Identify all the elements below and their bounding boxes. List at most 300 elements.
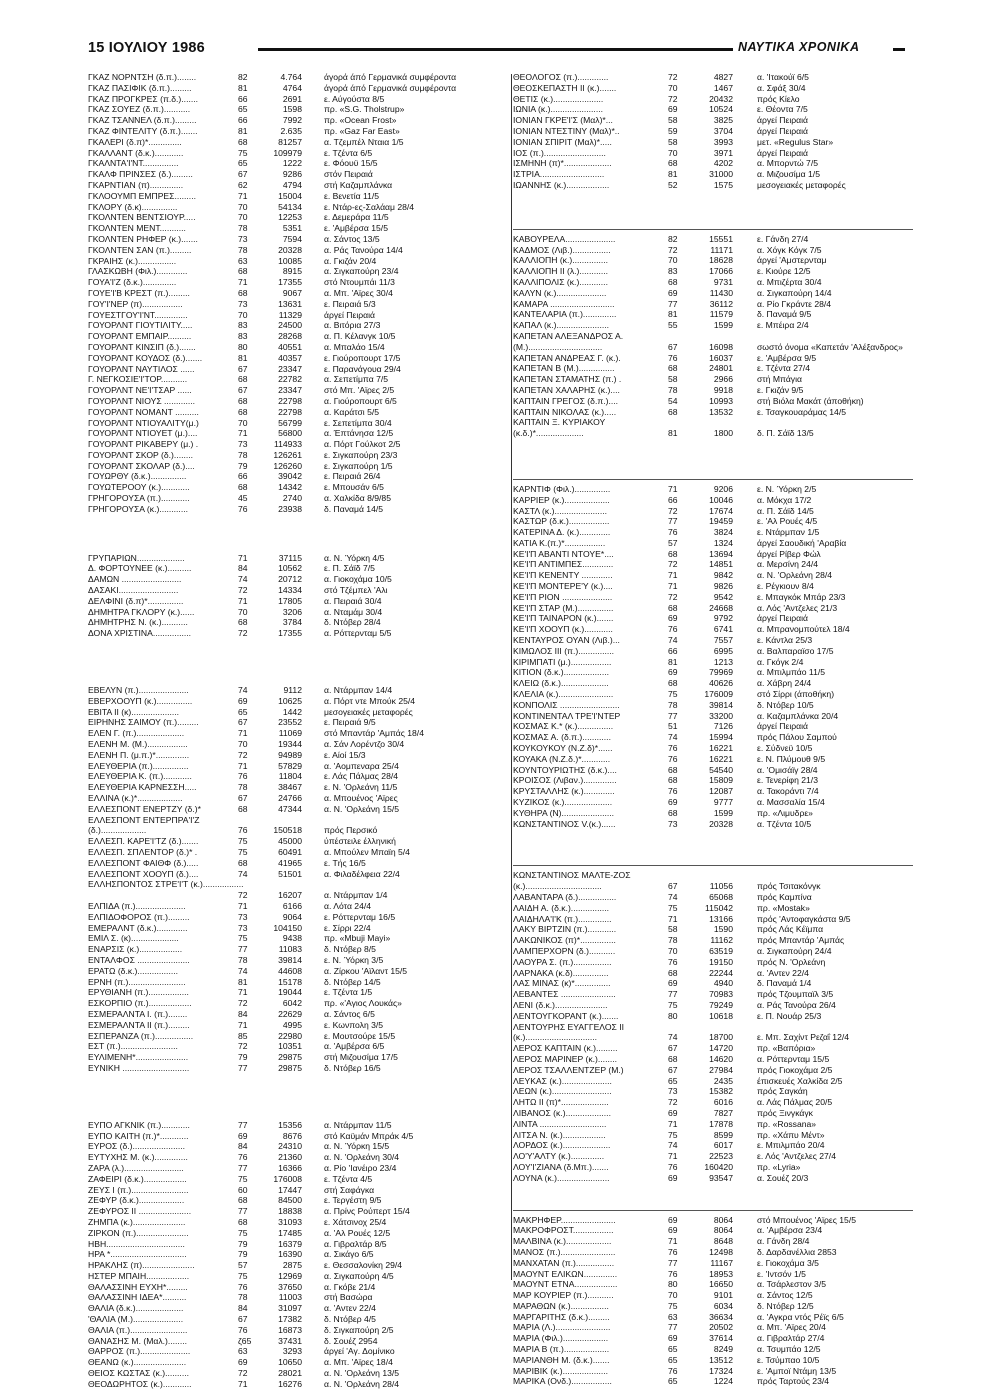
build-year: 68 [668,967,678,978]
ship-block [513,484,913,830]
ship-row [513,72,913,83]
ship-row [88,353,508,364]
deadweight: 16221 [709,753,733,764]
ship-status: α. Τσυμπάο 12/5 [757,1344,821,1355]
build-year: 67 [238,717,248,728]
build-year: 65 [668,1354,678,1365]
ship-status: ε. Ρέγκιουν 8/4 [757,581,814,592]
ship-status: α. Χαλκίδα 8/9/85 [324,493,391,504]
ship-status: ε. Ν. Ύόρκη 2/5 [757,483,817,494]
build-year: 79 [238,460,248,471]
ship-row [88,374,508,385]
ship-name: ΓΚΛΟΡΥ (δ.κ)............... [88,201,178,212]
ship-status: πρός Τσιτακόνγκ [757,881,821,892]
ship-status: έπισκευές Χαλκίδα 2/5 [757,1075,843,1086]
deadweight: 19459 [709,516,733,527]
build-year: 63 [668,1311,678,1322]
ship-block [513,1215,913,1388]
ship-name: ΚΑΣΤΩΡ (δ.κ.)................. [513,516,610,527]
deadweight: 3993 [713,136,733,147]
ship-row [88,585,508,596]
ship-row [513,1366,913,1377]
ship-name: ΕΛΠΙΔΟΦΟΡΟΣ (π.)......... [88,911,190,922]
ship-name: ΓΚΑΛΛΑΝΤ (δ.κ.)............ [88,147,184,158]
ship-row [88,1141,508,1152]
build-year: 70 [238,201,248,212]
ship-name: ΛΑΜΠΕΡΧΟΡΝ (δ.)........... [513,945,616,956]
deadweight: 8648 [713,1236,733,1247]
ship-row [513,581,913,592]
build-year: 76 [668,352,678,363]
deadweight: 10625 [278,695,302,706]
build-year: 81 [238,125,248,136]
build-year: 73 [238,233,248,244]
ship-status: α. Γκόβε 21/4 [324,1281,376,1292]
build-year: 68 [238,1216,248,1227]
ship-row [513,721,913,732]
ship-status: στό Τζέμπελ 'Αλι [324,585,388,596]
ship-name: ΚΟΣΜΑΣ Κ.* (κ.)............... [513,721,614,732]
ship-status: πρός Λάς Κέϊμπα [757,924,824,935]
ship-name: 'ΘΑΛΙΑ (Μ.)..................... [88,1314,184,1325]
ship-status: πρός Πάλου Σαμπού [757,732,837,743]
deadweight: 10562 [278,563,302,574]
ship-status: ε. Τενερίφη 21/3 [757,775,818,786]
ship-status: α. Έπτάνησα 12/5 [324,428,394,439]
build-year: 74 [668,732,678,743]
build-year: 71 [668,570,678,581]
ship-name: ΚΛΕΛΙΑ (κ.)....................... [513,689,614,700]
ship-row [88,607,508,618]
ship-status: α. Χάβρη 24/4 [757,678,812,689]
ship-name: ΓΟΥΟΡΛΝΤ ΝΕ'Ι'ΤΣΑΡ ...... [88,385,192,396]
ship-name: ΛΟΥΝΑ (κ.)...................... [513,1172,610,1183]
deadweight: 24500 [278,320,302,331]
ship-row [88,1249,508,1260]
ship-name: ΘΕΟΣΚΕΠΑΣΤΗ ΙΙ (κ.)....... [513,82,617,93]
ship-name: ΛΟΥ'Ι'ΖΙΑΝΑ (δ.Μπ.)....... [513,1161,609,1172]
build-year: 81 [238,976,248,987]
ship-name: ΕΜΕΡΑΛΝΤ (δ.κ.)............. [88,922,188,933]
build-year: 73 [668,818,678,829]
ship-row [88,299,508,310]
ship-name: ΗΒΗ................................. [88,1238,185,1249]
ship-name: ΛΙΝΤΑ ............................ [513,1118,607,1129]
ship-row [513,646,913,657]
ship-status: ε. Γιούροπουρτ 17/5 [324,352,401,363]
deadweight: 24310 [278,1141,302,1152]
build-year: 68 [668,158,678,169]
ship-name: ΖΑΡΑ (λ.)......................... [88,1162,184,1173]
deadweight: 22629 [278,1008,302,1019]
deadweight: 13166 [709,913,733,924]
build-year: 76 [668,1161,678,1172]
ship-status: α. Ρόττερνταμ 5/5 [324,628,392,639]
ship-row [88,739,508,750]
ship-name: ΛΕΩΝ (κ.)......................... [513,1086,612,1097]
ship-name: ΚΟΝΤΙΝΕΝΤΑΛ ΤΡΕ'Ι'ΝΤΕΡ [513,710,621,721]
deadweight: 9826 [713,581,733,592]
ship-name: ΓΚΟΛΝΤΕΝ ΣΑΝ (π.)......... [88,244,192,255]
ship-status: ε. Αύγούστα 8/5 [324,93,385,104]
block-rule [513,229,913,230]
ship-status: α. Ζίρκου 'Αϊλαντ 15/5 [324,965,408,976]
ship-status: α. Ντάρμπαν 11/5 [324,1119,392,1130]
deadweight: 22798 [278,406,302,417]
ship-row [513,94,913,105]
ship-name: ΚΑΣΤΛ (κ.)...................... [513,505,607,516]
deadweight: 3704 [713,125,733,136]
ship-status: ε. Μπέιρα 2/4 [757,320,809,331]
build-year: 67 [238,385,248,396]
ship-status: α. Ν. 'Ορλεάνη 13/5 [324,1368,400,1379]
build-year: 77 [238,1206,248,1217]
build-year: 68 [238,136,248,147]
ship-status: στή Μιζουσίμα 17/5 [324,1052,398,1063]
build-year: 76 [668,956,678,967]
ship-name: ΕΒΕΡΧΟΟΥΠ (κ.)............... [88,695,193,706]
deadweight: 57829 [278,760,302,771]
ship-name: ΘΑΛΙΑ (π.)........................ [88,1324,188,1335]
build-year: 69 [668,1214,678,1225]
ship-name: ΕΛΛΕΣΠ. ΚΑΡΕ'Ι'ΤΖ (δ.)....... [88,836,199,847]
deadweight: 36112 [709,298,733,309]
ship-row [88,1206,508,1217]
ship-status: α. Μασσαλία 15/4 [757,797,825,808]
ship-row [88,471,508,482]
ship-status: δ. Δαρδανέλλια 2853 [757,1246,837,1257]
build-year: 68 [668,276,678,287]
deadweight: 16221 [709,743,733,754]
deadweight: 3784 [282,617,302,628]
ship-row [513,115,913,126]
build-year: 66 [238,115,248,126]
ship-row [88,245,508,256]
ship-row [88,450,508,461]
build-year: 82 [238,72,248,82]
build-year: 74 [238,685,248,696]
deadweight: 8249 [713,1344,733,1355]
ship-status: πρ. «Lyria» [757,1161,801,1172]
ship-name: ΚΟΥΚΟΥΚΟΥ (Ν.Ζ.δ)*...... [513,743,613,754]
ship-row [88,234,508,245]
block-gap [513,1184,913,1210]
ship-name: ΚΕΝΤΑΥΡΟΣ ΟΥΑΝ (Λιβ.)... [513,635,620,646]
ship-row [88,1260,508,1271]
build-year: 71 [238,190,248,201]
deadweight: 1213 [713,656,733,667]
deadweight: 84500 [278,1195,302,1206]
ship-name: ΓΟΥΟΡΛΝΤ ΕΜΠΑΙΡ.......... [88,331,192,342]
build-year: 68 [668,363,678,374]
ship-name: ΙΟΝΙΑΝ ΓΚΡΕ'Ι'Σ (Μαλ)*... [513,115,613,126]
build-year: 71 [668,581,678,592]
deadweight: 7992 [282,115,302,126]
ship-name: ΚΑΛΥΝ (κ.)..................... [513,287,607,298]
ship-row [513,288,913,299]
ship-name: ΚΕ'Ι'Π ΑΝΤΙΜΠΕΣ............. [513,559,614,570]
ship-name: ΚΩΝΣΤΑΝΤΙΝΟΣ V.(κ.)...... [513,818,616,829]
ship-status: δ. Ντόβερ 16/5 [324,1062,381,1073]
build-year: 75 [668,902,678,913]
block-gap [513,829,913,865]
ship-status: στή Σαφάγκα [324,1184,375,1195]
ship-status: άργεί Πειραιά [324,309,375,320]
ship-name: ΜΑΟΥΝΤ ΕΛΙΚΩΝ.............. [513,1268,618,1279]
build-year: 84 [238,1008,248,1019]
build-year: 76 [668,786,678,797]
ship-name: ΘΕΟΔΩΡΗΤΟΣ (κ.)............ [88,1378,192,1389]
build-year: 76 [238,1152,248,1163]
ship-row [88,1163,508,1174]
deadweight: 39814 [709,699,733,710]
ship-row [513,234,913,245]
ship-status: α. Χόγκ Κόγκ 7/5 [757,244,822,255]
deadweight: 20328 [278,244,302,255]
build-year: 72 [668,591,678,602]
ship-status: ε. Πειραιά 9/5 [324,717,376,728]
ship-name: ΕΥΝΙΚΗ ............................ [88,1062,190,1073]
deadweight: 10524 [709,104,733,115]
ship-status: πρός Περσικό [324,825,378,836]
ship-name: ΚΑΠΕΤΑΝ ΣΤΑΜΑΤΗΣ (π.) . [513,374,622,385]
build-year: 70 [668,945,678,956]
ship-name: ΜΑΟΥΝΤ ΕΤΝΑ.................. [513,1279,618,1290]
build-year: 66 [668,494,678,505]
build-year: 72 [238,1041,248,1052]
ship-row [513,1022,913,1044]
ship-row [88,923,508,934]
ship-status: ε. Γάνδη 27/4 [757,233,809,244]
ship-block [88,1120,508,1390]
build-year: 75 [238,1173,248,1184]
build-year: 58 [668,374,678,385]
ship-name: ΕΡΝΗ (π.)........................ [88,976,186,987]
ship-name: ΜΑΚΡΟΦΡΟΣΤ................. [513,1225,614,1236]
block-gap [513,439,913,479]
build-year: 69 [238,695,248,706]
ship-status: ε. Μουτσούρε 15/5 [324,1030,396,1041]
build-year: 57 [238,1260,248,1271]
deadweight: 6034 [713,1300,733,1311]
build-year: 79 [238,1052,248,1063]
deadweight: 9067 [282,287,302,298]
ship-row [88,858,508,869]
deadweight: 29875 [278,1062,302,1073]
build-year: 71 [238,1019,248,1030]
ship-status: πρ. «Ocean Frost» [324,115,397,126]
ship-name: ΛΕΡΟΣ ΚΑΠΤΑΙΝ (κ.)......... [513,1043,618,1054]
ship-row [88,685,508,696]
ship-name: ΛΑΒΑΝΤΑΡΑ (δ.)................ [513,892,617,902]
deadweight: 41965 [278,857,302,868]
ship-row [513,1333,913,1344]
ship-row [513,935,913,946]
build-year: 72 [238,628,248,639]
ship-name: ΖΙΡΚΟΝ (π.)...................... [88,1227,189,1238]
ship-name: ΓΚΑΖ ΠΑΣΙΦΙΚ (δ.π.)......... [88,82,192,93]
ship-row [88,563,508,574]
ship-name: ΜΑΚΡΗΦΕΡ....................... [513,1214,616,1225]
ship-status: ε. Ν. Πλύμουθ 9/5 [757,753,826,764]
ship-status: α. Σικάγο 6/5 [324,1249,374,1260]
deadweight: 104150 [273,922,302,933]
build-year: 58 [668,136,678,147]
ship-row [513,1225,913,1236]
ship-row [513,1054,913,1065]
ship-name: ΓΟΥΟΡΛΝΤ ΝΑΥΤΙΛΟΣ ...... [88,363,195,374]
ship-name: ΕΡΥΘΙΑΝΗ (π.)................. [88,987,189,998]
deadweight: 33200 [709,710,733,721]
ship-row [88,1052,508,1063]
ship-status: α. Μπαλάο 15/4 [324,341,385,352]
ship-row [88,1217,508,1228]
ship-name: ΓΚΟΛΝΤΕΝ ΜΕΝΤ........... [88,223,186,234]
build-year: 76 [238,1281,248,1292]
ship-block [513,72,913,191]
ship-status: στό Μπουένος 'Αϊρες 15/5 [757,1214,857,1225]
ship-row [513,1355,913,1366]
ship-name: ΚΕ'Ι'Π ΧΟΟΥΠ (κ.)............ [513,624,613,635]
block-gap [88,515,508,553]
ship-status: α. 'Αμβέρσα 23/4 [757,1225,823,1236]
deadweight: 16650 [709,1279,733,1290]
deadweight: 94989 [278,749,302,760]
build-year: 45 [238,493,248,504]
build-year: 68 [238,287,248,298]
ship-row [88,596,508,607]
ship-row [513,484,913,495]
build-year: 52 [668,179,678,190]
ship-name: ΓΚΑΖ ΠΡΟΓΚΡΕΣ (π.δ.)....... [88,93,199,104]
ship-status: α. Γιούροπουρτ 6/5 [324,395,397,406]
ship-block [88,553,508,639]
ship-name: ΕΛΕΥΘΕΡΙΑ Κ. (π.)............ [88,771,192,782]
ship-name: ΕΝΑΡΣΙΣ (κ.).................. [88,944,183,955]
ship-name: ΗΡΑ *................................ [88,1249,187,1260]
ship-status: ε. 'Αλ Ρουές 4/5 [757,516,818,527]
ship-row [88,83,508,94]
deadweight: 15382 [709,1086,733,1097]
deadweight: 19150 [709,956,733,967]
ship-status: α. Π. Κέλανγκ 10/5 [324,331,396,342]
ship-status: α. Πόρτ ντε Μπούκ 25/4 [324,695,416,706]
ship-row [88,793,508,804]
ship-name: ΕΛΕΥΘΕΡΙΑ (π.)............... [88,760,189,771]
ship-status: σωστό όνομα «Καπετάν 'Αλέξανδρος» [757,341,903,352]
ship-row [513,624,913,635]
ship-status: πρός Ξινγκάγκ [757,1107,813,1118]
deadweight: 29875 [278,1052,302,1063]
ship-status: ε. Αίοί 15/3 [324,749,366,760]
ship-row [513,1215,913,1226]
deadweight: 40626 [709,678,733,689]
ship-status: ε. Μπαγκόκ Μπάρ 23/3 [757,591,846,602]
deadweight: 1598 [282,104,302,115]
ship-status: ε. Τής 16/5 [324,857,366,868]
deadweight: 18838 [278,1206,302,1217]
right-column [513,72,913,1387]
ship-status: α. Μπιζέρτα 30/4 [757,276,822,287]
build-year: 81 [668,656,678,667]
ship-status: πρός Γιοκοχάμα 2/5 [757,1064,833,1075]
ship-name: ΕΣΜΕΡΑΛΝΤΑ Ι. (π.)........ [88,1008,188,1019]
deadweight: 47344 [278,803,302,814]
ship-status: ε. Γιοκοχάμα 3/5 [757,1257,819,1268]
build-year: 65 [238,706,248,717]
deadweight: 23347 [278,385,302,396]
ship-status: πρ. «Βαπόρια» [757,1043,816,1054]
build-year: 65 [668,1344,678,1355]
ship-row [88,771,508,782]
ship-row [513,495,913,506]
ship-row [513,1097,913,1108]
ship-status: α. Σουέζ 20/3 [757,1172,809,1183]
ship-name: ΚΑΡΝΤΙΦ (Φιλ.)............... [513,483,611,494]
ship-name: ΕΒΙΤΑ ΙΙ (κ).................... [88,706,180,717]
build-year: 70 [238,309,248,320]
ship-status: στόν Πειραιά [324,169,373,180]
deadweight: 9112 [283,685,302,696]
ship-name: ΕΜΙΛ Σ. (κ).................... [88,933,179,944]
deadweight: 19344 [278,739,302,750]
ship-status: ε. 'Αμβέρσα 15/5 [324,223,388,234]
deadweight: 39814 [278,954,302,965]
deadweight: 81257 [278,136,302,147]
ship-row [88,1303,508,1314]
deadweight: 2435 [713,1075,733,1086]
ship-row [513,1151,913,1162]
ship-row [513,808,913,819]
ship-status: ε. Λός 'Αντζελες 27/4 [757,1151,836,1162]
ship-row [88,750,508,761]
deadweight: 17674 [709,505,733,516]
ship-name: ΘΑΛΙΑ (δ.κ.).................... [88,1303,184,1314]
deadweight: 8676 [282,1130,302,1141]
deadweight: 15004 [278,190,302,201]
ship-name: ΚΙΤΙΟΝ (δ.κ.)................... [513,667,609,678]
ship-name: ΕΛΕΝΗ Π. (μ.π.)*.............. [88,749,190,760]
build-year: 81 [668,428,678,439]
deadweight: 14720 [709,1043,733,1054]
ship-name: ΔΑΣΑΚΙ......................... [88,585,179,596]
ship-row [513,277,913,288]
ship-status: α. Π. Σάϊδ 14/5 [757,505,814,516]
deadweight: 16379 [278,1238,302,1249]
build-year: 69 [668,1225,678,1236]
ship-name: ΓΚΑΛΦ ΠΡΙΝΣΕΣ (δ.)......... [88,169,193,180]
deadweight: 150518 [273,825,302,836]
ship-row [88,977,508,988]
ship-row [88,1228,508,1239]
ship-status: α. Καράτσι 5/5 [324,406,380,417]
ship-row [88,1239,508,1250]
deadweight: 12969 [278,1270,302,1281]
ship-row [513,538,913,549]
ship-status: α. Τακοράντι 7/4 [757,786,819,797]
deadweight: 16207 [278,890,302,901]
deadweight: 56799 [278,417,302,428]
ship-name: ΚΑΠΕΤΑΝ ΑΛΕΞΑΝΔΡΟΣ Α. (Μ.)............................... [513,330,624,352]
ship-row [88,320,508,331]
build-year: 67 [238,793,248,804]
build-year: 84 [238,1141,248,1152]
ship-row [513,320,913,331]
ship-status: α. Σφάξ 30/4 [757,82,806,93]
deadweight: 9542 [713,591,733,602]
deadweight: 17324 [709,1365,733,1376]
deadweight: 126261 [273,449,302,460]
